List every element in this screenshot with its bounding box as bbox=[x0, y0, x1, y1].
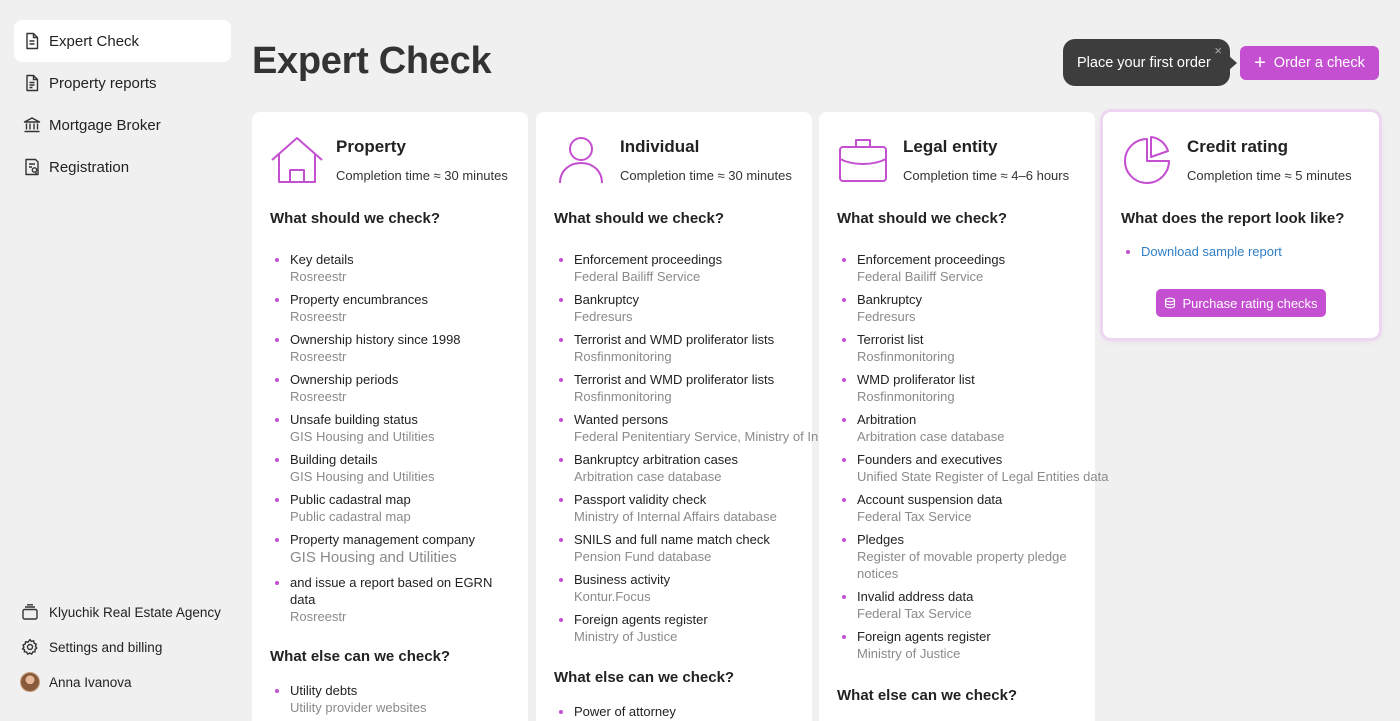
purchase-rating-button[interactable] bbox=[1156, 289, 1326, 317]
user-profile[interactable] bbox=[20, 672, 132, 692]
house-icon bbox=[270, 136, 324, 184]
card-title: Legal entity bbox=[903, 137, 998, 156]
section-heading: What else can we check? bbox=[837, 687, 1018, 704]
nav-item-label: Expert Check bbox=[49, 32, 140, 50]
settings-label: Settings and billing bbox=[49, 639, 163, 655]
list-item: Pledges Register of movable property pledge notices bbox=[841, 531, 1108, 582]
card-title: Property bbox=[336, 137, 406, 156]
list-item: Key details Rosreestr bbox=[274, 251, 492, 285]
document-icon bbox=[22, 31, 42, 51]
card-title: Credit rating bbox=[1187, 137, 1289, 156]
list-item: Property encumbrances Rosreestr bbox=[274, 291, 492, 325]
section-heading: What should we check? bbox=[837, 210, 1008, 227]
list-item: Founders and executives Unified State Register of Legal Entities data bbox=[841, 451, 1108, 485]
nav-item-property-reports[interactable] bbox=[14, 62, 231, 104]
list-item: Power of attorney bbox=[558, 703, 676, 720]
list-item: Business activity Kontur.Focus bbox=[558, 571, 818, 605]
download-sample-link[interactable]: Download sample report bbox=[1141, 244, 1282, 259]
list-item: Invalid address data Federal Tax Service bbox=[841, 588, 1108, 622]
list-item: Terrorist and WMD proliferator lists Rosfinmonitoring bbox=[558, 371, 818, 405]
nav-item-mortgage-broker[interactable] bbox=[14, 104, 231, 146]
check-list bbox=[558, 251, 818, 645]
plus-icon: + bbox=[1254, 52, 1266, 74]
settings-item[interactable] bbox=[20, 637, 162, 657]
list-item: Ownership history since 1998 Rosreestr bbox=[274, 331, 492, 365]
order-check-button[interactable] bbox=[1240, 46, 1379, 80]
gear-icon bbox=[20, 637, 40, 657]
bank-icon bbox=[22, 115, 42, 135]
nav-item-registration[interactable] bbox=[14, 146, 231, 188]
extra-check-list bbox=[274, 682, 427, 716]
list-item: Enforcement proceedings Federal Bailiff Service bbox=[558, 251, 818, 285]
card-legal-entity bbox=[819, 112, 1109, 721]
coins-icon bbox=[1164, 297, 1176, 309]
card-credit-rating bbox=[1103, 112, 1379, 338]
list-item: Unsafe building status GIS Housing and Utilities bbox=[274, 411, 492, 445]
card-completion-time: Completion time ≈ 5 minutes bbox=[1187, 168, 1352, 183]
registration-icon bbox=[22, 157, 42, 177]
sample-list bbox=[1125, 243, 1282, 261]
card-title: Individual bbox=[620, 137, 700, 156]
nav-item-label: Registration bbox=[49, 158, 130, 176]
list-item: Account suspension data Federal Tax Service bbox=[841, 491, 1108, 525]
list-item: Utility debts Utility provider websites bbox=[274, 682, 427, 716]
card-completion-time: Completion time ≈ 30 minutes bbox=[336, 168, 508, 183]
list-item: Enforcement proceedings Federal Bailiff Service bbox=[841, 251, 1108, 285]
list-item: Foreign agents register Ministry of Justice bbox=[558, 611, 818, 645]
section-heading: What should we check? bbox=[554, 210, 725, 227]
person-icon bbox=[554, 136, 608, 184]
list-item: Arbitration Arbitration case database bbox=[841, 411, 1108, 445]
report-icon bbox=[22, 73, 42, 93]
order-check-label: Order a check bbox=[1273, 55, 1365, 71]
list-item: Terrorist list Rosfinmonitoring bbox=[841, 331, 1108, 365]
card-completion-time: Completion time ≈ 30 minutes bbox=[620, 168, 792, 183]
card-property bbox=[252, 112, 528, 721]
agency-icon bbox=[20, 602, 40, 622]
section-heading: What should we check? bbox=[270, 210, 441, 227]
briefcase-icon bbox=[837, 136, 891, 184]
avatar bbox=[20, 672, 40, 692]
list-item: Property management company GIS Housing and Utilities bbox=[274, 531, 492, 568]
section-heading: What does the report look like? bbox=[1121, 210, 1345, 227]
list-item: SNILS and full name match check Pension Fund database bbox=[558, 531, 818, 565]
nav-item-label: Mortgage Broker bbox=[49, 116, 161, 134]
check-list bbox=[274, 251, 492, 625]
section-heading: What else can we check? bbox=[554, 669, 735, 686]
list-item: WMD proliferator list Rosfinmonitoring bbox=[841, 371, 1108, 405]
list-item: Passport validity check Ministry of Internal Affairs database bbox=[558, 491, 818, 525]
list-item: Wanted persons Federal Penitentiary Service, Ministry of In bbox=[558, 411, 818, 445]
close-icon[interactable]: × bbox=[1214, 43, 1222, 58]
list-item bbox=[1125, 243, 1282, 261]
card-individual bbox=[536, 112, 819, 721]
user-name: Anna Ivanova bbox=[49, 674, 132, 690]
card-completion-time: Completion time ≈ 4–6 hours bbox=[903, 168, 1070, 183]
nav-item-expert-check[interactable] bbox=[14, 20, 231, 62]
nav-item-label: Property reports bbox=[49, 74, 157, 92]
list-item: Public cadastral map Public cadastral map bbox=[274, 491, 492, 525]
pie-chart-icon bbox=[1121, 136, 1175, 184]
list-item: Foreign agents register Ministry of Justice bbox=[841, 628, 1108, 662]
onboarding-tooltip bbox=[1063, 39, 1230, 86]
list-item: and issue a report based on EGRN data Rosreestr bbox=[274, 574, 492, 625]
list-item: Ownership periods Rosreestr bbox=[274, 371, 492, 405]
list-item: Bankruptcy arbitration cases Arbitration case database bbox=[558, 451, 818, 485]
purchase-rating-label: Purchase rating checks bbox=[1182, 295, 1318, 311]
list-item: Terrorist and WMD proliferator lists Rosfinmonitoring bbox=[558, 331, 818, 365]
list-item: Bankruptcy Fedresurs bbox=[558, 291, 818, 325]
sidebar bbox=[0, 0, 244, 721]
list-item: Building details GIS Housing and Utilities bbox=[274, 451, 492, 485]
agency-label: Klyuchik Real Estate Agency bbox=[49, 604, 221, 620]
agency-item[interactable] bbox=[20, 602, 221, 622]
section-heading: What else can we check? bbox=[270, 648, 451, 665]
extra-check-list bbox=[558, 703, 676, 720]
page-title: Expert Check bbox=[252, 40, 492, 82]
list-item: Bankruptcy Fedresurs bbox=[841, 291, 1108, 325]
tooltip-text: Place your first order bbox=[1077, 54, 1211, 71]
check-list bbox=[841, 251, 1108, 662]
